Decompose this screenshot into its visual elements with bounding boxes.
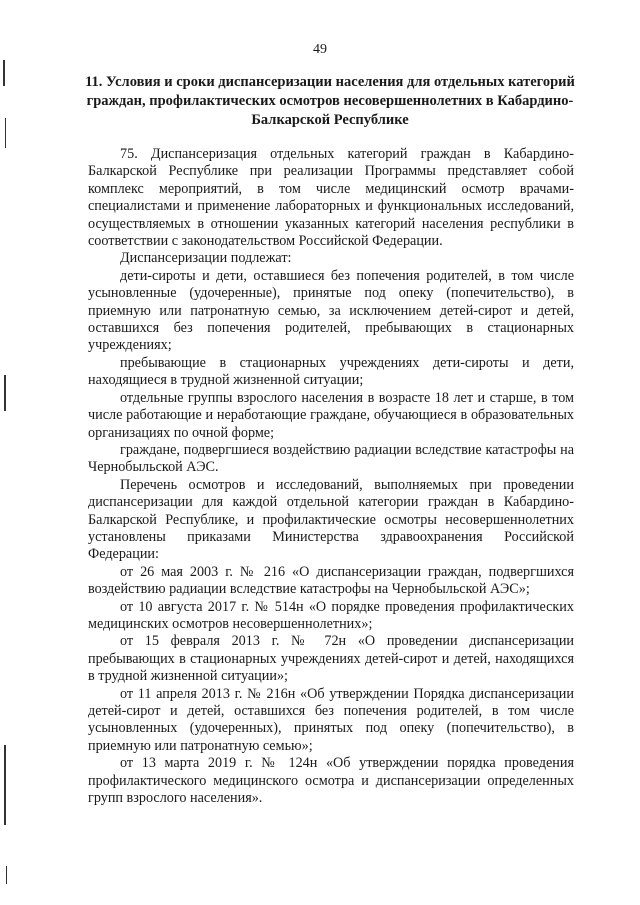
paragraph: Диспансеризации подлежат: [120, 250, 292, 267]
paragraph: от 26 мая 2003 г. № 216 «О диспансеризации граждан, подвергшихся воздействию радиации вследствие катастрофы на Чернобыльской АЭС»; [88, 563, 574, 598]
paragraph: отдельные группы взрослого населения в возрасте 18 лет и старше, в том числе работающие и неработающие граждане, обучающиеся в образовательных организациях по очной форме; [88, 389, 574, 441]
paragraph: пребывающие в стационарных учреждениях дети-сироты и дети, находящиеся в трудной жизненной ситуации; [88, 354, 574, 389]
paragraph: Перечень осмотров и исследований, выполняемых при проведении диспансеризации для каждой отдельной категории граждан в Кабардино-Балкарской Республике, и профилактические осмотры несовершеннолетних установлены приказами Министерства здравоохранения Российской Федерации: [88, 476, 574, 563]
paragraph: 75. Диспансеризация отдельных категорий граждан в Кабардино-Балкарской Республике при реализации Программы представляет собой комплекс мероприятий, в том числе медицинский осмотр врачами-специалистами и применение лабораторных и функциональных исследований, осуществляемых в отношении указанных категорий населения республики в соответствии с законодательством Российской Федерации. [88, 146, 574, 250]
page-number: 49 [313, 42, 327, 57]
document-body [88, 146, 574, 807]
paragraph: от 10 августа 2017 г. № 514н «О порядке проведения профилактических медицинских осмотров несовершеннолетних»; [88, 598, 574, 632]
scan-edge-mark [3, 60, 5, 86]
paragraph: от 11 апреля 2013 г. № 216н «Об утверждении Порядка диспансеризации детей-сирот и детей, оставшихся без попечения родителей, в том числе усыновленных (удочеренных), принятых под опеку (попечительство), в приемную или патронатную семью»; [88, 685, 574, 754]
section-title: 11. Условия и сроки диспансеризации населения для отдельных категорий граждан, профилактических осмотров несовершеннолетних в Кабардино-Балкарской Республике [85, 74, 575, 128]
scan-edge-mark [4, 375, 6, 411]
paragraph: граждане, подвергшиеся воздействию радиации вследствие катастрофы на Чернобыльской АЭС. [88, 441, 574, 476]
scan-edge-mark [6, 866, 7, 884]
paragraph: дети-сироты и дети, оставшиеся без попечения родителей, в том числе усыновленные (удочеренные), принятые под опеку (попечительство), в приемную или патронатную семью, за исключением детей-сирот и детей, оставшихся без попечения родителей, пребывающих в стационарных учреждениях; [88, 267, 574, 354]
paragraph: от 13 марта 2019 г. № 124н «Об утверждении порядка проведения профилактического медицинского осмотра и диспансеризации определенных групп взрослого населения». [88, 755, 574, 807]
paragraph: от 15 февраля 2013 г. № 72н «О проведении диспансеризации пребывающих в стационарных учреждениях детей-сирот и детей, находящихся в трудной жизненной ситуации»; [88, 633, 574, 685]
scan-edge-mark [4, 745, 6, 825]
scan-edge-mark [5, 118, 6, 148]
